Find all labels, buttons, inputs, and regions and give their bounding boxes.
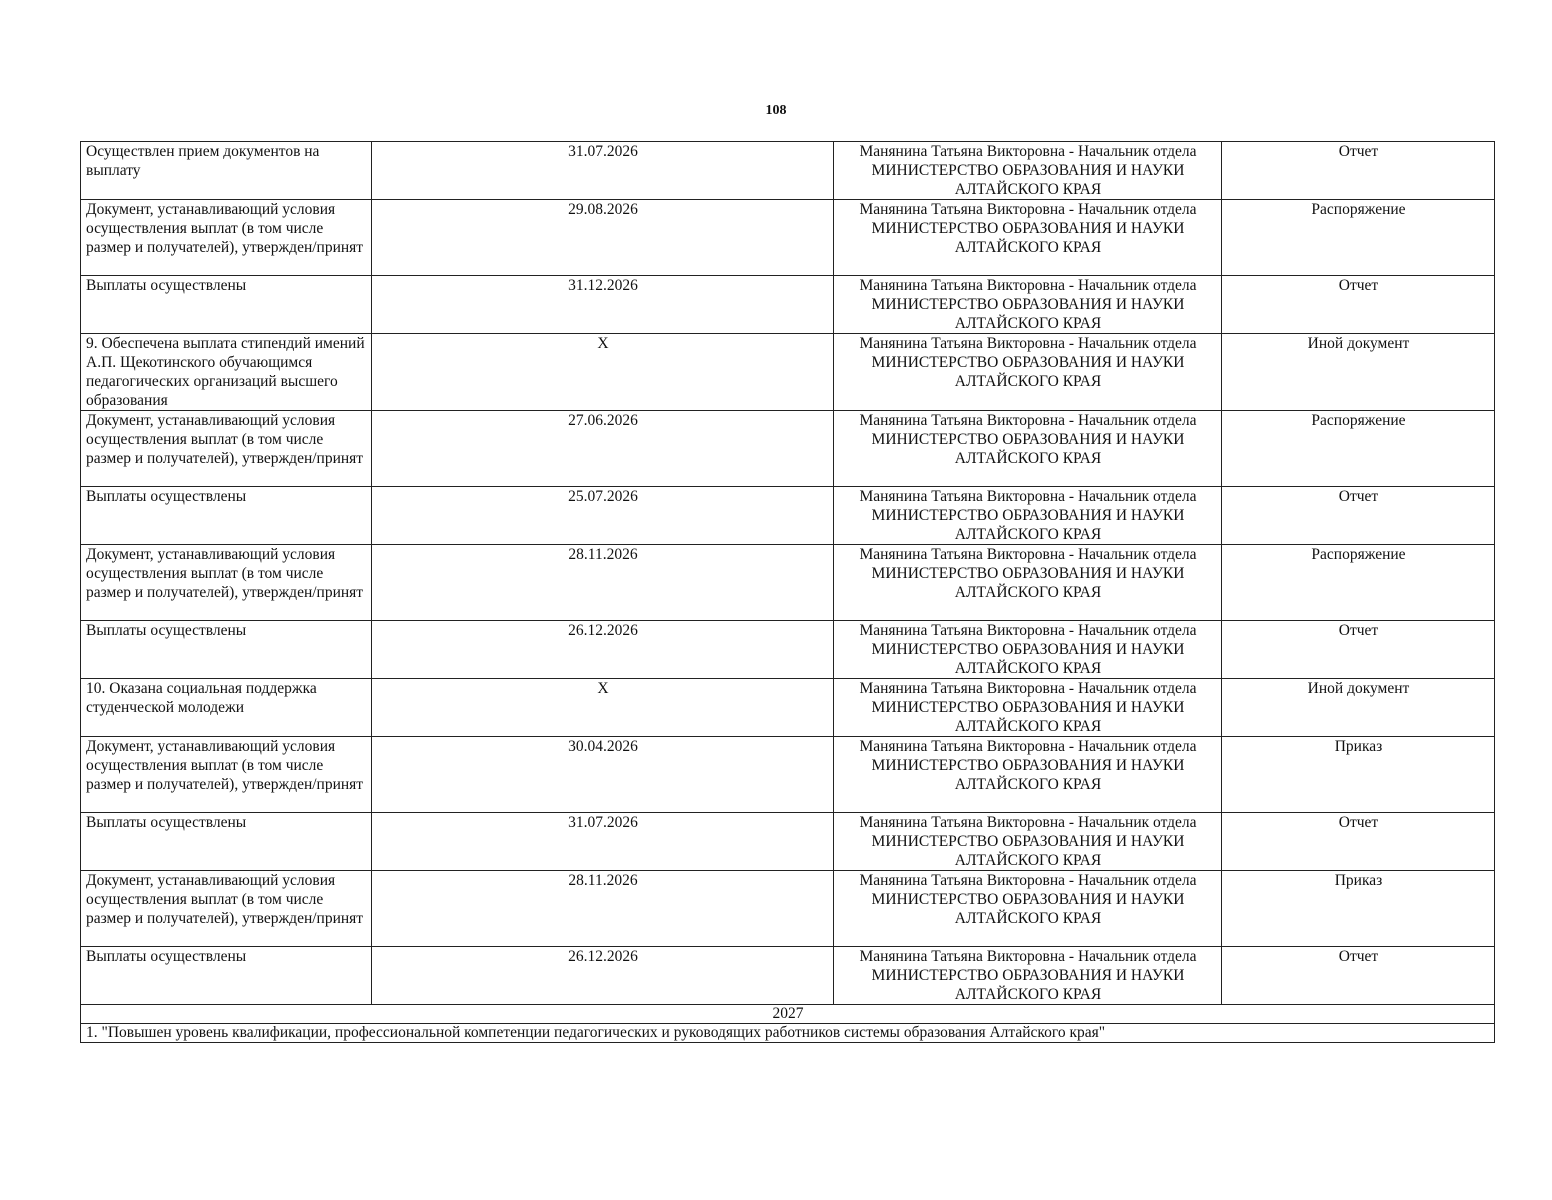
table-row <box>81 487 1495 545</box>
year-row <box>81 1005 1495 1024</box>
responsible-person: Манянина Татьяна Викторовна - Начальник отдела <box>859 872 1197 889</box>
date-cell: 27.06.2026 <box>372 411 834 487</box>
table-row <box>81 871 1495 947</box>
responsible-org: МИНИСТЕРСТВО ОБРАЗОВАНИЯ И НАУКИ <box>871 757 1185 774</box>
responsible-region: АЛТАЙСКОГО КРАЯ <box>954 239 1102 256</box>
responsible-org: МИНИСТЕРСТВО ОБРАЗОВАНИЯ И НАУКИ <box>871 967 1185 984</box>
table-row <box>81 411 1495 487</box>
event-name-cell: Осуществлен прием документов на выплату <box>81 142 372 200</box>
document-type-cell: Отчет <box>1222 487 1495 545</box>
responsible-org: МИНИСТЕРСТВО ОБРАЗОВАНИЯ И НАУКИ <box>871 833 1185 850</box>
responsible-cell <box>834 545 1222 621</box>
responsible-cell <box>834 200 1222 276</box>
document-type-cell: Иной документ <box>1222 334 1495 411</box>
responsible-cell <box>834 871 1222 947</box>
responsible-cell <box>834 334 1222 411</box>
responsible-region: АЛТАЙСКОГО КРАЯ <box>954 315 1102 332</box>
responsible-cell <box>834 679 1222 737</box>
event-name-cell: Выплаты осуществлены <box>81 621 372 679</box>
document-type-cell: Приказ <box>1222 871 1495 947</box>
responsible-region: АЛТАЙСКОГО КРАЯ <box>954 776 1102 793</box>
date-cell: 26.12.2026 <box>372 947 834 1005</box>
table-row <box>81 621 1495 679</box>
responsible-person: Манянина Татьяна Викторовна - Начальник отдела <box>859 201 1197 218</box>
plan-table <box>80 141 1495 1043</box>
responsible-region: АЛТАЙСКОГО КРАЯ <box>954 660 1102 677</box>
responsible-person: Манянина Татьяна Викторовна - Начальник отдела <box>859 814 1197 831</box>
table-row <box>81 545 1495 621</box>
document-type-cell: Отчет <box>1222 947 1495 1005</box>
responsible-person: Манянина Татьяна Викторовна - Начальник отдела <box>859 277 1197 294</box>
table-row <box>81 276 1495 334</box>
responsible-person: Манянина Татьяна Викторовна - Начальник отдела <box>859 488 1197 505</box>
responsible-person: Манянина Татьяна Викторовна - Начальник отдела <box>859 412 1197 429</box>
table-row <box>81 813 1495 871</box>
event-name-cell: 10. Оказана социальная поддержка студенческой молодежи <box>81 679 372 737</box>
date-cell: 28.11.2026 <box>372 545 834 621</box>
date-cell: X <box>372 334 834 411</box>
table-row <box>81 737 1495 813</box>
responsible-region: АЛТАЙСКОГО КРАЯ <box>954 584 1102 601</box>
section-title-cell: 1. "Повышен уровень квалификации, профессиональной компетенции педагогических и руководящих работников системы образования Алтайского края" <box>81 1024 1495 1043</box>
responsible-region: АЛТАЙСКОГО КРАЯ <box>954 526 1102 543</box>
table-row <box>81 679 1495 737</box>
responsible-cell <box>834 621 1222 679</box>
event-name-cell: Документ, устанавливающий условия осуществления выплат (в том числе размер и получателей), утвержден/принят <box>81 411 372 487</box>
document-type-cell: Распоряжение <box>1222 411 1495 487</box>
event-name-cell: Выплаты осуществлены <box>81 276 372 334</box>
section-row <box>81 1024 1495 1043</box>
document-type-cell: Отчет <box>1222 142 1495 200</box>
responsible-cell <box>834 411 1222 487</box>
event-name-cell: Документ, устанавливающий условия осуществления выплат (в том числе размер и получателей), утвержден/принят <box>81 545 372 621</box>
date-cell: 29.08.2026 <box>372 200 834 276</box>
responsible-org: МИНИСТЕРСТВО ОБРАЗОВАНИЯ И НАУКИ <box>871 641 1185 658</box>
responsible-org: МИНИСТЕРСТВО ОБРАЗОВАНИЯ И НАУКИ <box>871 699 1185 716</box>
responsible-region: АЛТАЙСКОГО КРАЯ <box>954 373 1102 390</box>
responsible-org: МИНИСТЕРСТВО ОБРАЗОВАНИЯ И НАУКИ <box>871 162 1185 179</box>
responsible-org: МИНИСТЕРСТВО ОБРАЗОВАНИЯ И НАУКИ <box>871 296 1185 313</box>
event-name-cell: Документ, устанавливающий условия осуществления выплат (в том числе размер и получателей), утвержден/принят <box>81 871 372 947</box>
event-name-cell: Выплаты осуществлены <box>81 813 372 871</box>
responsible-cell <box>834 947 1222 1005</box>
responsible-region: АЛТАЙСКОГО КРАЯ <box>954 450 1102 467</box>
responsible-org: МИНИСТЕРСТВО ОБРАЗОВАНИЯ И НАУКИ <box>871 431 1185 448</box>
date-cell: 31.07.2026 <box>372 813 834 871</box>
table-row <box>81 334 1495 411</box>
responsible-cell <box>834 737 1222 813</box>
responsible-cell <box>834 276 1222 334</box>
document-type-cell: Отчет <box>1222 813 1495 871</box>
document-type-cell: Иной документ <box>1222 679 1495 737</box>
date-cell: 26.12.2026 <box>372 621 834 679</box>
responsible-person: Манянина Татьяна Викторовна - Начальник отдела <box>859 948 1197 965</box>
responsible-person: Манянина Татьяна Викторовна - Начальник отдела <box>859 680 1197 697</box>
responsible-person: Манянина Татьяна Викторовна - Начальник отдела <box>859 738 1197 755</box>
event-name-cell: Документ, устанавливающий условия осуществления выплат (в том числе размер и получателей), утвержден/принят <box>81 737 372 813</box>
responsible-person: Манянина Татьяна Викторовна - Начальник отдела <box>859 546 1197 563</box>
responsible-org: МИНИСТЕРСТВО ОБРАЗОВАНИЯ И НАУКИ <box>871 220 1185 237</box>
event-name-cell: Выплаты осуществлены <box>81 947 372 1005</box>
date-cell: 31.07.2026 <box>372 142 834 200</box>
document-type-cell: Распоряжение <box>1222 200 1495 276</box>
responsible-person: Манянина Татьяна Викторовна - Начальник отдела <box>859 335 1197 352</box>
responsible-org: МИНИСТЕРСТВО ОБРАЗОВАНИЯ И НАУКИ <box>871 565 1185 582</box>
table-row <box>81 947 1495 1005</box>
responsible-cell <box>834 813 1222 871</box>
responsible-region: АЛТАЙСКОГО КРАЯ <box>954 718 1102 735</box>
event-name-cell: 9. Обеспечена выплата стипендий имений А.П. Щекотинского обучающимся педагогических организаций высшего образования <box>81 334 372 411</box>
responsible-org: МИНИСТЕРСТВО ОБРАЗОВАНИЯ И НАУКИ <box>871 354 1185 371</box>
responsible-region: АЛТАЙСКОГО КРАЯ <box>954 986 1102 1003</box>
document-type-cell: Отчет <box>1222 276 1495 334</box>
event-name-cell: Выплаты осуществлены <box>81 487 372 545</box>
document-type-cell: Отчет <box>1222 621 1495 679</box>
responsible-region: АЛТАЙСКОГО КРАЯ <box>954 910 1102 927</box>
responsible-cell <box>834 487 1222 545</box>
responsible-cell <box>834 142 1222 200</box>
date-cell: X <box>372 679 834 737</box>
responsible-org: МИНИСТЕРСТВО ОБРАЗОВАНИЯ И НАУКИ <box>871 891 1185 908</box>
page-number: 108 <box>765 103 787 118</box>
date-cell: 31.12.2026 <box>372 276 834 334</box>
responsible-region: АЛТАЙСКОГО КРАЯ <box>954 181 1102 198</box>
responsible-person: Манянина Татьяна Викторовна - Начальник отдела <box>859 622 1197 639</box>
date-cell: 28.11.2026 <box>372 871 834 947</box>
table-row <box>81 142 1495 200</box>
document-type-cell: Распоряжение <box>1222 545 1495 621</box>
year-cell: 2027 <box>81 1005 1495 1024</box>
responsible-org: МИНИСТЕРСТВО ОБРАЗОВАНИЯ И НАУКИ <box>871 507 1185 524</box>
responsible-region: АЛТАЙСКОГО КРАЯ <box>954 852 1102 869</box>
responsible-person: Манянина Татьяна Викторовна - Начальник отдела <box>859 143 1197 160</box>
event-name-cell: Документ, устанавливающий условия осуществления выплат (в том числе размер и получателей), утвержден/принят <box>81 200 372 276</box>
table-row <box>81 200 1495 276</box>
date-cell: 30.04.2026 <box>372 737 834 813</box>
document-type-cell: Приказ <box>1222 737 1495 813</box>
plan-table-body <box>81 142 1495 1043</box>
date-cell: 25.07.2026 <box>372 487 834 545</box>
